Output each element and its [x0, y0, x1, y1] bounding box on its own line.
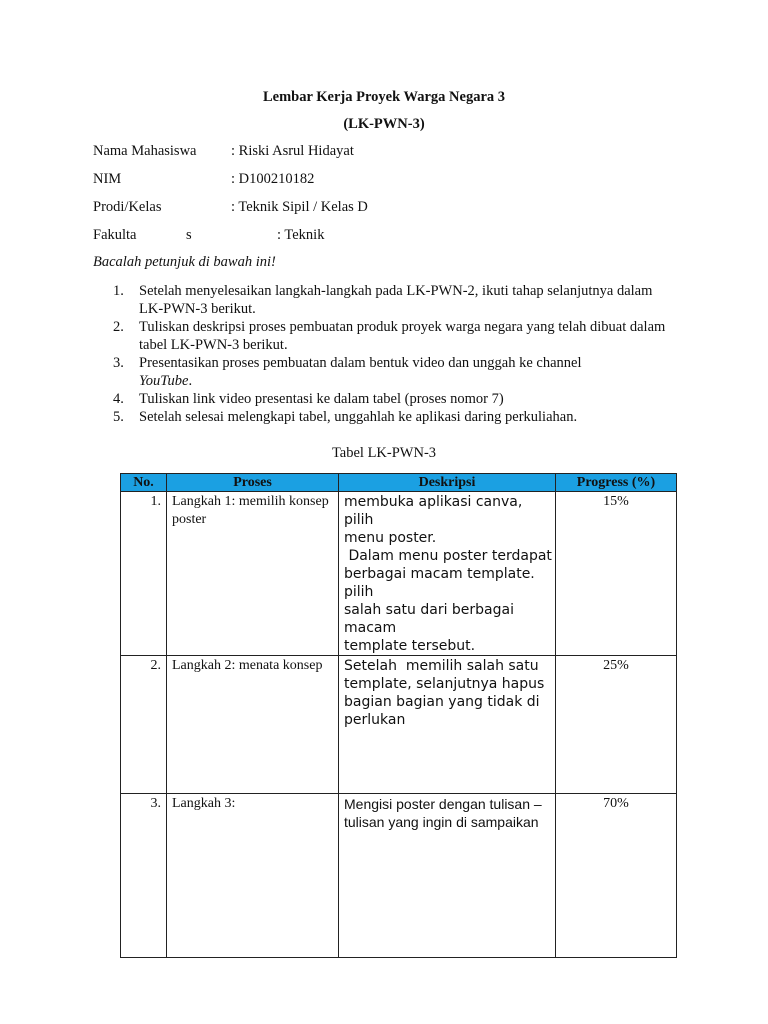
step-text-after: .: [188, 373, 193, 389]
instruction-step: [93, 282, 673, 318]
fakultas-label-part2: s: [186, 227, 192, 243]
desc-line: template tersebut.: [344, 638, 476, 654]
step-text: Tuliskan link video presentasi ke dalam tabel (proses nomor 7): [139, 391, 504, 407]
fakultas-label-part1: Fakulta: [93, 227, 137, 243]
header-proses: Proses: [167, 474, 339, 492]
name-value: : Riski Asrul Hidayat: [231, 143, 354, 159]
prodi-value: : Teknik Sipil / Kelas D: [231, 199, 368, 215]
instruction-step: [93, 408, 673, 426]
instruction-step: [93, 354, 673, 390]
table-row: [121, 656, 677, 794]
header-progress: Progress (%): [556, 474, 677, 492]
desc-line: berbagai macam template. pilih: [344, 566, 535, 600]
desc-line: Mengisi poster dengan tulisan –: [344, 796, 542, 812]
table-row: [121, 794, 677, 958]
cell-proses: Langkah 3:: [167, 794, 339, 958]
cell-deskripsi: [339, 794, 556, 958]
header-no: No.: [121, 474, 167, 492]
cell-deskripsi: [339, 492, 556, 656]
step-number: 2.: [113, 319, 124, 335]
step-number: 5.: [113, 409, 124, 425]
step-number: 1.: [113, 283, 124, 299]
instruction-step: [93, 390, 673, 408]
cell-progress: 70%: [556, 794, 677, 958]
nim-value: : D100210182: [231, 171, 315, 187]
desc-line: bagian bagian yang tidak di: [344, 694, 540, 710]
desc-line: tulisan yang ingin di sampaikan: [344, 814, 539, 830]
cell-no: 1.: [121, 492, 167, 656]
document-subtitle: (LK-PWN-3): [343, 116, 425, 132]
step-text: [139, 355, 582, 389]
step-text-before: Presentasikan proses pembuatan dalam bentuk video dan unggah ke channel: [139, 355, 582, 371]
table-caption: Tabel LK-PWN-3: [331, 445, 437, 461]
fakultas-value: : Teknik: [277, 227, 325, 243]
table-row: [121, 492, 677, 656]
desc-line: Setelah memilih salah satu: [344, 658, 539, 674]
step-text: Tuliskan deskripsi proses pembuatan produk proyek warga negara yang telah dibuat dalam tabel LK-PWN-3 berikut.: [139, 319, 666, 353]
desc-line: perlukan: [344, 712, 406, 728]
cell-proses: Langkah 2: menata konsep: [167, 656, 339, 794]
desc-line: template, selanjutnya hapus: [344, 676, 545, 692]
document-title: Lembar Kerja Proyek Warga Negara 3: [262, 89, 506, 105]
table-header-row: [121, 474, 677, 492]
name-label: Nama Mahasiswa: [93, 143, 197, 159]
instructions-heading: Bacalah petunjuk di bawah ini!: [93, 254, 276, 270]
step-number: 4.: [113, 391, 124, 407]
step-text: Setelah menyelesaikan langkah-langkah pada LK-PWN-2, ikuti tahap selanjutnya dalam LK-PWN-3 berikut.: [139, 283, 653, 317]
step-number: 3.: [113, 355, 124, 371]
lk-pwn-table: [120, 473, 677, 958]
instruction-step: [93, 318, 673, 354]
cell-proses: Langkah 1: memilih konsep poster: [167, 492, 339, 656]
youtube-text: YouTube: [139, 373, 189, 389]
prodi-label: Prodi/Kelas: [93, 199, 162, 215]
desc-line: Dalam menu poster terdapat: [344, 548, 552, 564]
desc-line: membuka aplikasi canva, pilih: [344, 494, 523, 528]
header-deskripsi: Deskripsi: [339, 474, 556, 492]
cell-deskripsi: [339, 656, 556, 794]
desc-line: menu poster.: [344, 530, 437, 546]
nim-label: NIM: [93, 171, 122, 187]
cell-progress: 15%: [556, 492, 677, 656]
step-text: Setelah selesai melengkapi tabel, unggahlah ke aplikasi daring perkuliahan.: [139, 409, 578, 425]
cell-no: 3.: [121, 794, 167, 958]
instructions-list: [93, 282, 673, 426]
cell-progress: 25%: [556, 656, 677, 794]
cell-no: 2.: [121, 656, 167, 794]
desc-line: salah satu dari berbagai macam: [344, 602, 514, 636]
